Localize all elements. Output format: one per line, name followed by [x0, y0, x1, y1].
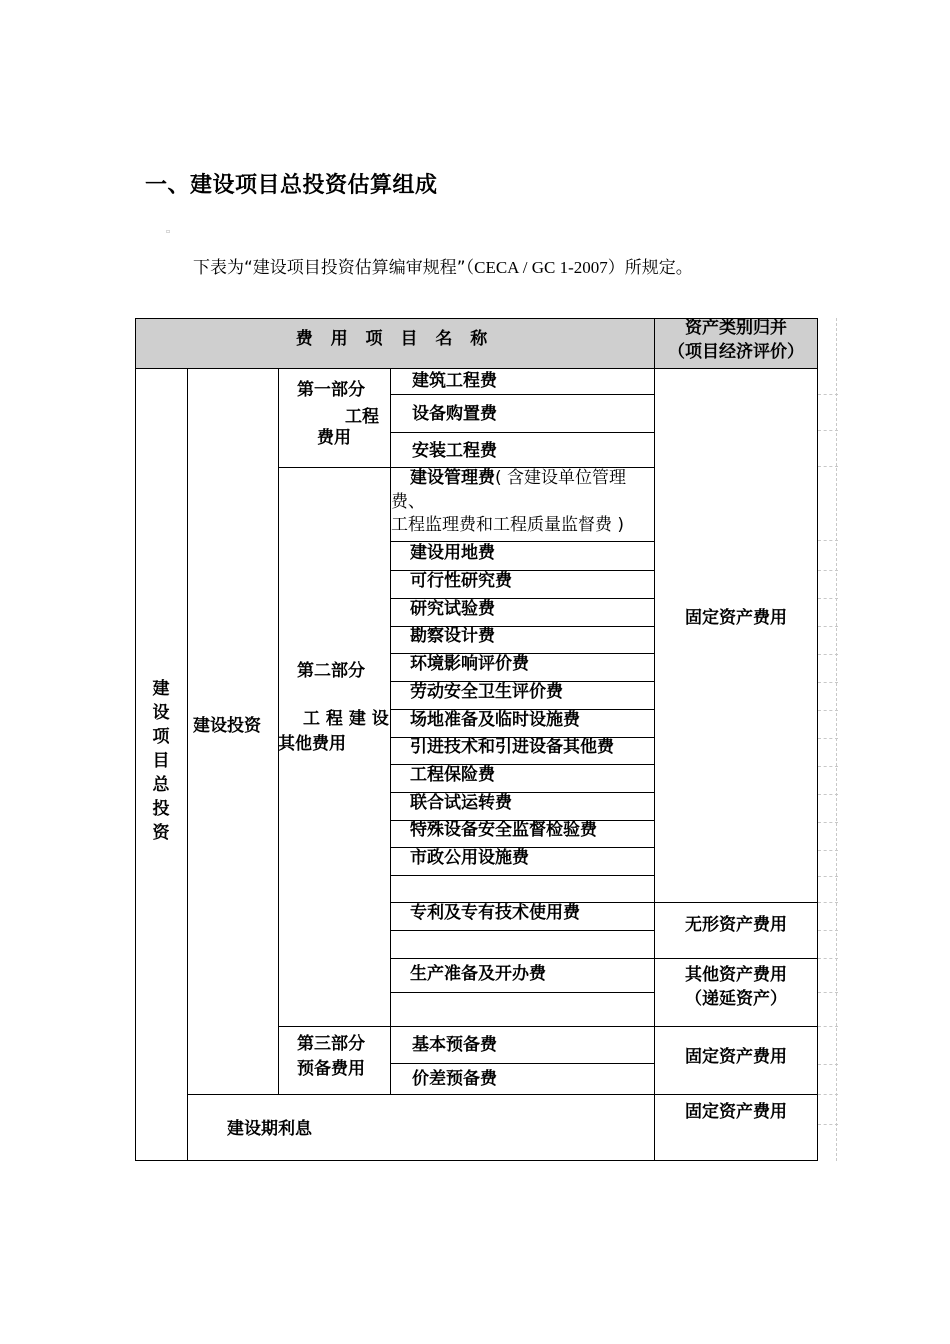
item-management-fee-line1 [410, 468, 626, 488]
item-patent-technology: 专利及专有技术使用费 [410, 903, 580, 923]
item-management-fee-line2: 费、 [391, 492, 425, 512]
item-survey-design: 勘察设计费 [410, 626, 495, 646]
header-asset-class-line1: 资产类别归并 [685, 318, 787, 338]
class-other-assets-line2: （递延资产） [685, 989, 787, 1009]
part1-label-line3: 费用 [317, 428, 351, 448]
part2-label-line2: 工 程 建 设 [303, 709, 389, 729]
item-special-equipment-inspection: 特殊设备安全监督检验费 [410, 820, 597, 840]
item-production-preparation: 生产准备及开办费 [410, 964, 546, 984]
item-imported-technology: 引进技术和引进设备其他费 [410, 737, 614, 757]
item-municipal-facilities: 市政公用设施费 [410, 848, 529, 868]
table-dashed-margin [818, 318, 838, 1161]
section-heading: 一、建设项目总投资估算组成 [145, 173, 438, 198]
part2-label-line1: 第二部分 [297, 661, 365, 681]
item-equipment-purchase: 设备购置费 [412, 404, 497, 424]
item-price-reserve: 价差预备费 [412, 1069, 497, 1089]
item-basic-reserve: 基本预备费 [412, 1035, 497, 1055]
item-management-fee-note: ( 含建设单位管理 [495, 468, 627, 488]
intro-suffix: ）所规定。 [607, 258, 693, 278]
item-site-preparation: 场地准备及临时设施费 [410, 710, 580, 730]
item-trial-operation: 联合试运转费 [410, 793, 512, 813]
part3-label-line2: 预备费用 [297, 1059, 365, 1079]
item-building-works: 建筑工程费 [412, 371, 497, 391]
class-intangible-assets: 无形资产费用 [685, 915, 787, 935]
class-fixed-assets-interest: 固定资产费用 [685, 1102, 787, 1122]
item-land-use: 建设用地费 [410, 543, 495, 563]
class-fixed-assets-reserve: 固定资产费用 [685, 1047, 787, 1067]
item-management-fee-line3: 工程监理费和工程质量监督费 ) [391, 515, 625, 535]
header-asset-class-line2: （项目经济评价） [668, 342, 804, 362]
part1-label-line1: 第一部分 [297, 380, 365, 400]
intro-paragraph [193, 253, 693, 278]
item-installation-works: 安装工程费 [412, 441, 497, 461]
part2-label-line3: 其他费用 [278, 734, 346, 754]
item-research-test: 研究试验费 [410, 599, 495, 619]
item-feasibility-study: 可行性研究费 [410, 571, 512, 591]
class-fixed-assets: 固定资产费用 [685, 608, 787, 628]
construction-investment-label: 建设投资 [193, 716, 261, 736]
class-other-assets-line1: 其他资产费用 [685, 965, 787, 985]
intro-prefix: 下表为“建设项目投资估算编审规程”（ [193, 258, 475, 278]
part3-label-line1: 第三部分 [297, 1034, 365, 1054]
part1-label-line2: 工程 [345, 407, 379, 427]
header-cost-item-name: 费 用 项 目 名 称 [295, 329, 494, 349]
item-environment-assessment: 环境影响评价费 [410, 654, 529, 674]
paragraph-mark: ▫ [166, 228, 171, 235]
item-management-fee: 建设管理费 [410, 468, 495, 488]
intro-code: CECA / GC 1-2007 [474, 258, 608, 277]
total-investment-label: 建设项目总投资 [152, 679, 170, 843]
investment-composition-table [135, 318, 818, 1161]
item-construction-interest: 建设期利息 [227, 1119, 312, 1139]
item-engineering-insurance: 工程保险费 [410, 765, 495, 785]
item-safety-health-assessment: 劳动安全卫生评价费 [410, 682, 563, 702]
